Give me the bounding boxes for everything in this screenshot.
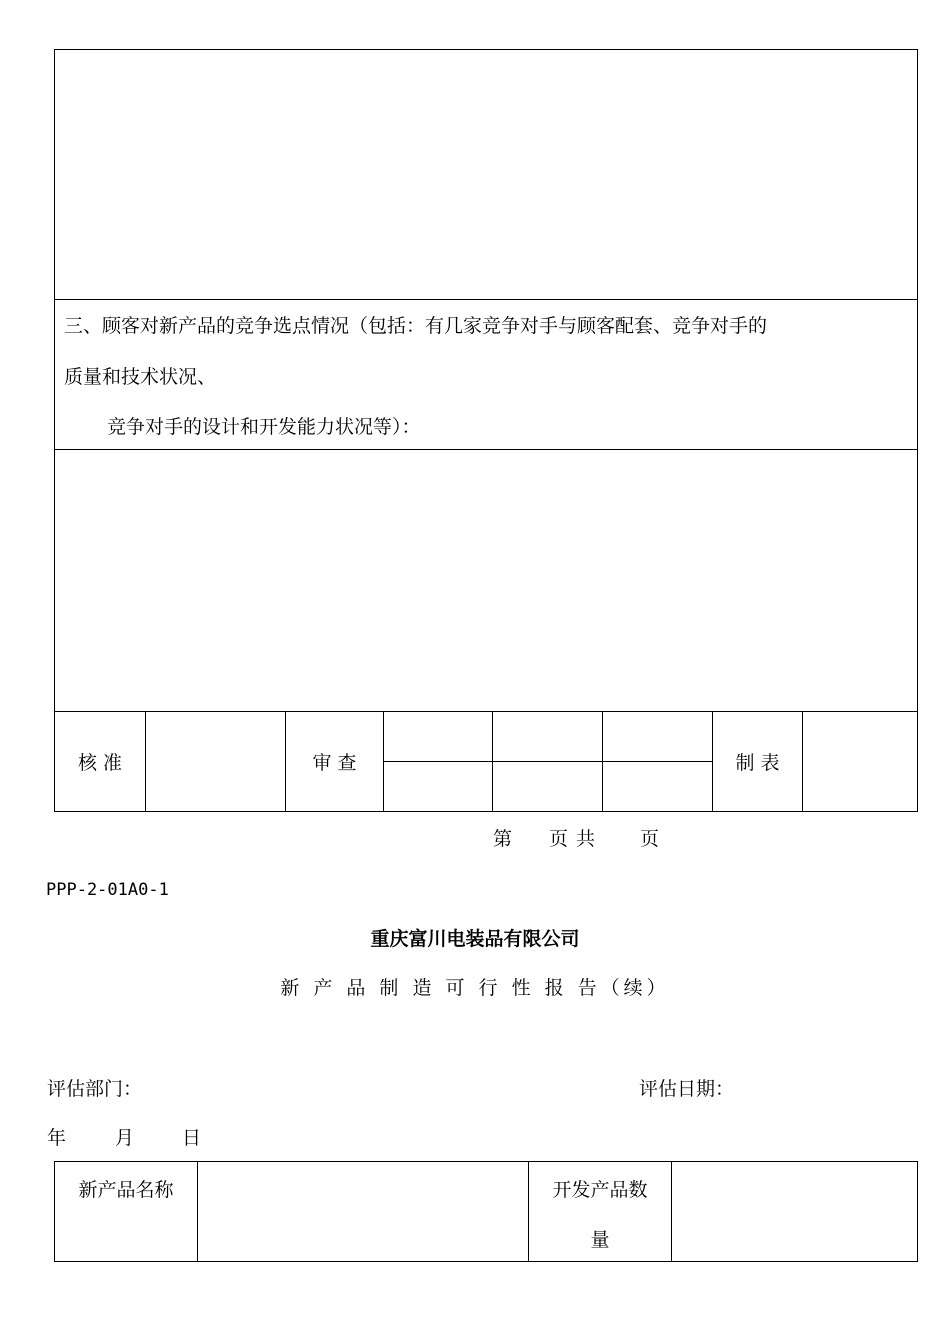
product-name-label: 新产品名称 bbox=[78, 1179, 174, 1201]
prepare-label: 制 表 bbox=[735, 752, 780, 774]
doc-code: PPP-2-01A0-1 bbox=[46, 880, 169, 900]
section3-line2: 质量和技术状况、 bbox=[64, 366, 217, 388]
report-title: 新 产 品 制 造 可 行 性 报 告（续） bbox=[280, 977, 670, 999]
approve-label: 核 准 bbox=[77, 752, 123, 774]
section3-line3: 竞争对手的设计和开发能力状况等）： bbox=[107, 416, 421, 438]
dev-qty-label-line2: 量 bbox=[590, 1229, 610, 1251]
dev-qty-label-line1: 开发产品数 bbox=[552, 1179, 648, 1201]
page-footer-di: 第 bbox=[493, 828, 513, 850]
blank-section-top bbox=[54, 49, 918, 300]
review-split-line bbox=[383, 761, 712, 762]
sig-divider bbox=[145, 711, 146, 812]
eval-date-month: 月 bbox=[115, 1127, 135, 1149]
eval-date-year: 年 bbox=[47, 1127, 67, 1149]
eval-date-label: 评估日期： bbox=[639, 1078, 735, 1100]
eval-date-day: 日 bbox=[182, 1127, 202, 1149]
section3-answer-area[interactable] bbox=[54, 449, 918, 712]
dev-qty-field[interactable] bbox=[672, 1162, 917, 1261]
product-name-field[interactable] bbox=[198, 1162, 528, 1261]
sig-divider bbox=[802, 711, 803, 812]
page-footer-page-gong: 页共 bbox=[549, 828, 604, 850]
eval-dept-label: 评估部门： bbox=[47, 1078, 143, 1100]
review-label: 审 查 bbox=[312, 752, 357, 774]
page-footer-ye: 页 bbox=[640, 828, 660, 850]
section3-line1: 三、顾客对新产品的竞争选点情况（包括：有几家竞争对手与顾客配套、竞争对手的 bbox=[64, 315, 768, 337]
company-name: 重庆富川电装品有限公司 bbox=[370, 928, 580, 950]
